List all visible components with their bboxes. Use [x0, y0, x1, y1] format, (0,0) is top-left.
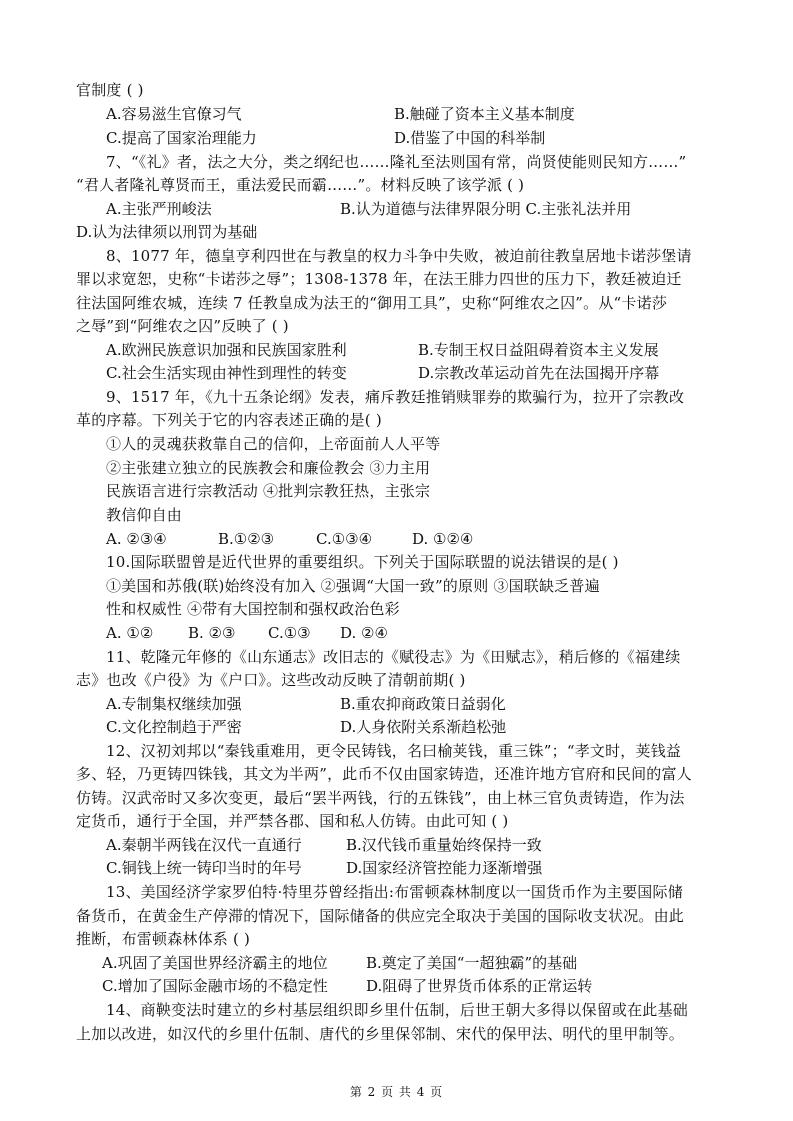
question-8-line: 罪以求宽恕，史称“卡诺莎之辱”；1308-1378 年，在法王腓力四世的压力下，教廷被迫迁 [76, 270, 682, 288]
option-a: A. ②③④ [106, 530, 167, 548]
question-7-line: 7、“《礼》者，法之大分，类之纲纪也……隆礼至法则国有常，尚贤使能则民知方……” [106, 153, 687, 171]
option-c: C.铜钱上统一铸印当时的年号 [106, 859, 302, 877]
question-12-line: 多、轻，乃更铸四铢钱，其文为半两”，此币不仅由国家铸造，还准许地方官府和民间的富人 [76, 765, 692, 783]
option-d: D.宗教改革运动首先在法国揭开序幕 [418, 364, 660, 382]
question-10-statement: 性和权威性 ④带有大国控制和强权政治色彩 [106, 600, 400, 618]
question-11-line: 志》也改《户役》为《户口》。这些改动反映了清朝前期( ) [76, 671, 466, 689]
question-9-line: 9、1517 年，《九十五条论纲》发表，痛斥教廷推销赎罪券的欺骗行为，拉开了宗教改 [106, 388, 685, 406]
question-9-statement: ②主张建立独立的民族教会和廉俭教会 ③力主用 [106, 459, 431, 477]
question-10-statement: ①美国和苏俄(联)始终没有加入 ②强调“大国一致”的原则 ③国联缺乏普遍 [106, 577, 600, 595]
question-9-statement: ①人的灵魂获救靠自己的信仰，上帝面前人人平等 [106, 435, 441, 453]
option-b: B.重农抑商政策日益弱化 [340, 695, 506, 713]
question-8-line: 8、1077 年，德皇亨利四世在与教皇的权力斗争中失败，被迫前往教皇居地卡诺莎堡请 [106, 247, 692, 265]
option-a: A.专制集权继续加强 [106, 695, 242, 713]
question-11-line: 11、乾隆元年修的《山东通志》改旧志的《赋役志》为《田赋志》，稍后修的《福建续 [106, 648, 681, 666]
option-c: C.提高了国家治理能力 [106, 129, 257, 147]
option-bc: B.认为道德与法律界限分明 C.主张礼法并用 [340, 200, 632, 218]
option-d: D.阻碍了世界货币体系的正常运转 [366, 977, 593, 995]
question-13-line: 备货币，在黄金生产停滞的情况下，国际储备的供应完全取决于美国的国际收支状况。由此 [76, 907, 685, 925]
option-b: B. ②③ [188, 624, 236, 642]
option-d: D.借鉴了中国的科举制 [394, 129, 546, 147]
option-d: D. ②④ [340, 624, 388, 642]
option-a: A.秦朝半两钱在汉代一直通行 [106, 836, 302, 854]
option-b: B.专制王权日益阻碍着资本主义发展 [418, 341, 659, 359]
option-d: D.认为法律须以刑罚为基础 [76, 223, 258, 241]
page-number-footer: 第 2 页 共 4 页 [349, 1085, 444, 1099]
question-continuation: 官制度 ( ) [76, 81, 144, 99]
option-b: B.①②③ [218, 530, 275, 548]
question-9-statement: 教信仰自由 [106, 506, 183, 524]
question-13-line: 13、美国经济学家罗伯特·特里芬曾经指出:布雷顿森林制度以一国货币作为主要国际储 [106, 883, 683, 901]
option-d: D.国家经济管控能力逐渐增强 [346, 859, 543, 877]
option-a: A.容易滋生官僚习气 [106, 105, 242, 123]
option-c: C.社会生活实现由神性到理性的转变 [106, 364, 347, 382]
option-c: C.文化控制趋于严密 [106, 718, 242, 736]
question-14-line: 上加以改进，如汉代的乡里什伍制、唐代的乡里保邻制、宋代的保甲法、明代的里甲制等。 [76, 1025, 685, 1043]
option-a: A. ①② [106, 624, 154, 642]
option-d: D. ①②④ [412, 530, 474, 548]
option-b: B.触碰了资本主义基本制度 [394, 105, 575, 123]
option-d: D.人身依附关系渐趋松弛 [340, 718, 507, 736]
question-14-line: 14、商鞅变法时建立的乡村基层组织即乡里什伍制，后世王朝大多得以保留或在此基础 [106, 1001, 688, 1019]
option-b: B.汉代钱币重量始终保持一致 [346, 836, 542, 854]
question-9-line: 革的序幕。下列关于它的内容表述正确的是( ) [76, 411, 382, 429]
question-13-line: 推断，布雷顿森林体系 ( ) [76, 930, 251, 948]
question-7-line: “君人者隆礼尊贤而王，重法爱民而霸……”。材料反映了该学派 ( ) [76, 176, 525, 194]
question-12-line: 仿铸。汉武帝时又多次变更，最后“罢半两钱，行的五铢钱”，由上林三官负责铸造，作为法 [76, 789, 685, 807]
option-c: C.①③④ [316, 530, 373, 548]
option-b: B.奠定了美国“一超独霸”的基础 [366, 954, 578, 972]
question-12-line: 定货币，通行于全国，并严禁各郡、国和私人仿铸。由此可知 ( ) [76, 812, 509, 830]
question-10-line: 10.国际联盟曾是近代世界的重要组织。下列关于国际联盟的说法错误的是( ) [106, 553, 619, 571]
question-8-line: 之辱”到“阿维农之囚”反映了 ( ) [76, 317, 289, 335]
option-a: A.巩固了美国世界经济霸主的地位 [102, 954, 328, 972]
question-12-line: 12、汉初刘邦以“秦钱重难用，更令民铸钱，名曰榆荚钱，重三铢”；“孝文时，荚钱益 [106, 742, 682, 760]
question-8-line: 往法国阿维农城，连续 7 任教皇成为法王的“御用工具”，史称“阿维农之囚”。从“卡诺莎 [76, 294, 668, 312]
option-c: C.①③ [268, 624, 311, 642]
option-a: A.主张严刑峻法 [106, 200, 212, 218]
option-a: A.欧洲民族意识加强和民族国家胜利 [106, 341, 347, 359]
option-c: C.增加了国际金融市场的不稳定性 [102, 977, 328, 995]
question-9-statement: 民族语言进行宗教活动 ④批判宗教狂热，主张宗 [106, 482, 431, 500]
